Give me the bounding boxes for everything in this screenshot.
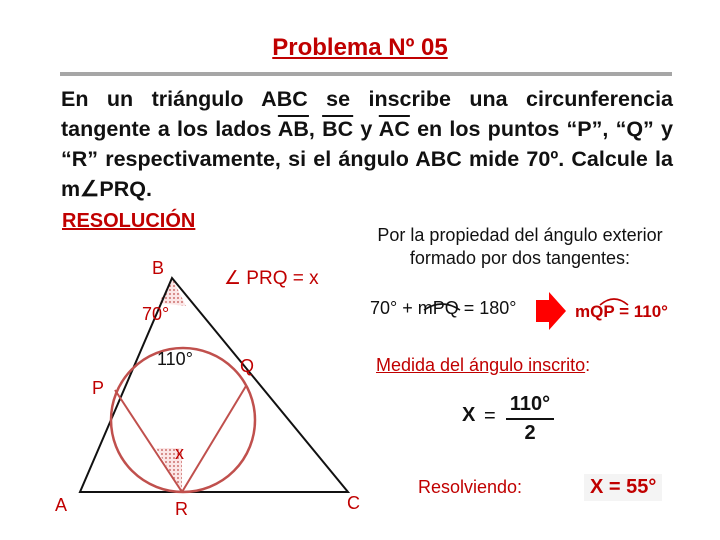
statement-part1: En un triángulo ABC se inscribe una circunferencia tangente a los lados (61, 87, 673, 141)
solving-label: Resolviendo: (418, 477, 523, 497)
label-r: R (175, 499, 188, 519)
implication-arrow (536, 292, 566, 330)
label-q: Q (240, 356, 255, 376)
statement-sep2: y (353, 117, 379, 141)
equation-arc: mQP = 110° (575, 302, 668, 321)
fraction-equals: = (484, 405, 496, 427)
label-p: P (92, 378, 105, 398)
inscribed-colon: : (585, 355, 591, 375)
label-x: x (175, 443, 184, 463)
chord-rq (182, 386, 246, 492)
segment-ac: $\overline{AC}$ (378, 117, 410, 141)
label-b: B (152, 258, 165, 278)
statement-part2: en los puntos “P”, “Q” y “R” respectivamente, si el ángulo ABC mide 70º. Calcule la m (61, 117, 673, 201)
statement-sep1: , (308, 117, 323, 141)
inscribed-angle-label: Medida del ángulo inscrito (376, 355, 586, 375)
angle-b-hatch (159, 278, 186, 306)
equation-sum: 70° + mPQ = 180° (370, 298, 517, 318)
fraction-box (462, 392, 558, 446)
angle-symbol: ∠ (80, 177, 100, 201)
chord-pr (115, 390, 182, 492)
label-c: C (347, 493, 360, 513)
resolution-heading: RESOLUCIÓN (62, 210, 196, 232)
label-a: A (55, 495, 68, 515)
fraction-bar (506, 418, 554, 420)
segment-bc: $\overline{BC}$ (322, 117, 354, 141)
label-arc: 110° (157, 349, 193, 369)
goal-expression: ∠ PRQ = x (224, 268, 319, 289)
label-angle-b: 70° (142, 304, 170, 324)
fraction-lhs: X (462, 404, 476, 426)
inscribed-angle-line (376, 355, 590, 376)
fraction-numerator: 110° (509, 393, 551, 415)
fraction-denominator: 2 (524, 422, 536, 444)
property-text: Por la propiedad del ángulo exterior formado por dos tangentes: (377, 225, 663, 268)
segment-ab: $\overline{AB}$ (277, 117, 309, 141)
problem-title: Problema Nº 05 (272, 34, 448, 61)
final-answer: X = 55° (584, 474, 662, 501)
statement-part3: PRQ. (99, 177, 152, 201)
